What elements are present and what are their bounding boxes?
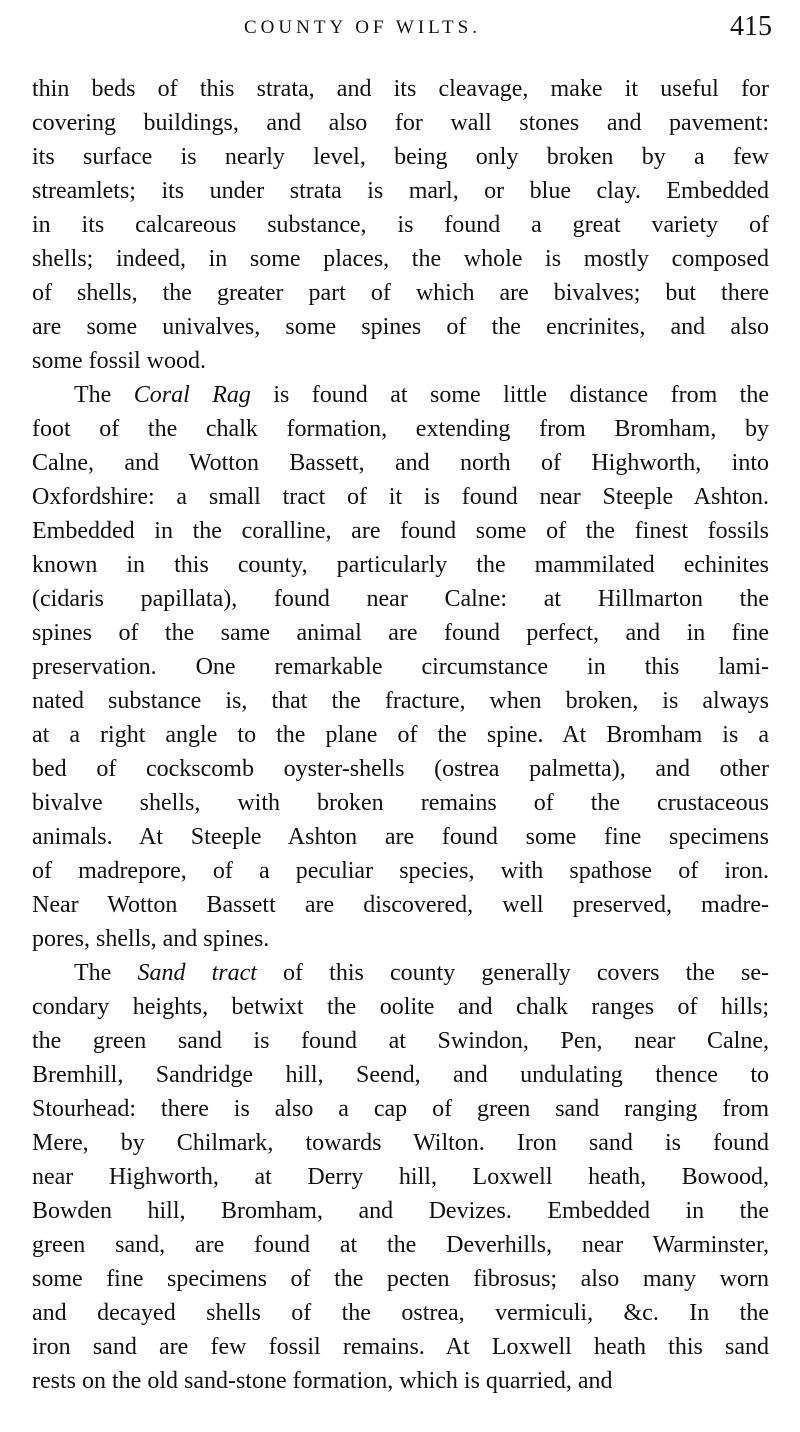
text-line — [32, 616, 769, 650]
line-text: spines of the same animal are found perfect, and in fine — [32, 620, 769, 646]
line-text: is found at some little distance from the — [250, 382, 769, 408]
line-text: pores, shells, and spines. — [32, 926, 270, 952]
line-text: iron sand are few fossil remains. At Loxwell heath this sand — [32, 1334, 769, 1360]
text-line — [32, 1024, 769, 1058]
line-text: in its calcareous substance, is found a great variety of — [32, 212, 769, 238]
line-text: and decayed shells of the ostrea, vermiculi, &c. In the — [32, 1300, 769, 1326]
paragraph — [32, 378, 769, 956]
text-line — [32, 242, 769, 276]
text-line — [32, 446, 769, 480]
line-text: its surface is nearly level, being only broken by a few — [32, 144, 769, 170]
text-line — [32, 1160, 769, 1194]
text-line — [32, 480, 769, 514]
line-text: covering buildings, and also for wall stones and pavement: — [32, 110, 769, 136]
text-line — [32, 1330, 769, 1364]
line-text: The — [74, 960, 138, 986]
line-text: Oxfordshire: a small tract of it is found near Steeple Ashton. — [32, 484, 769, 510]
line-text: Stourhead: there is also a cap of green sand ranging from — [32, 1096, 769, 1122]
line-text: foot of the chalk formation, extending from Bromham, by — [32, 416, 769, 442]
text-line — [32, 514, 769, 548]
text-line — [32, 106, 769, 140]
text-line — [32, 786, 769, 820]
line-text: of shells, the greater part of which are bivalves; but there — [32, 280, 769, 306]
text-line — [32, 276, 769, 310]
line-text: bivalve shells, with broken remains of the crustaceous — [32, 790, 769, 816]
text-line — [32, 140, 769, 174]
italic-term: Sand tract — [137, 960, 257, 986]
text-line — [32, 820, 769, 854]
text-line — [32, 378, 769, 412]
text-line — [32, 956, 769, 990]
text-line — [32, 1126, 769, 1160]
text-line — [32, 1364, 769, 1398]
text-line — [32, 1228, 769, 1262]
line-text: (cidaris papillata), found near Calne: at Hillmarton the — [32, 586, 769, 612]
line-text: Near Wotton Bassett are discovered, well preserved, madre- — [32, 892, 769, 918]
line-text: Mere, by Chilmark, towards Wilton. Iron sand is found — [32, 1130, 769, 1156]
line-text: Bremhill, Sandridge hill, Seend, and undulating thence to — [32, 1062, 769, 1088]
text-line — [32, 1058, 769, 1092]
text-line — [32, 1092, 769, 1126]
text-line — [32, 412, 769, 446]
line-text: The — [74, 382, 134, 408]
text-line — [32, 854, 769, 888]
text-line — [32, 344, 769, 378]
line-text: Calne, and Wotton Bassett, and north of Highworth, into — [32, 450, 769, 476]
line-text: known in this county, particularly the mammilated echinites — [32, 552, 769, 578]
line-text: thin beds of this strata, and its cleavage, make it useful for — [32, 76, 769, 102]
text-line — [32, 1262, 769, 1296]
text-line — [32, 718, 769, 752]
text-line — [32, 1194, 769, 1228]
line-text: some fossil wood. — [32, 348, 206, 374]
line-text: streamlets; its under strata is marl, or blue clay. Embedded — [32, 178, 769, 204]
line-text: some fine specimens of the pecten fibrosus; also many worn — [32, 1266, 769, 1292]
text-line — [32, 174, 769, 208]
line-text: Bowden hill, Bromham, and Devizes. Embedded in the — [32, 1198, 769, 1224]
line-text: animals. At Steeple Ashton are found some fine specimens — [32, 824, 769, 850]
line-text: preservation. One remarkable circumstance in this lami- — [32, 654, 769, 680]
text-line — [32, 1296, 769, 1330]
text-line — [32, 582, 769, 616]
line-text: rests on the old sand-stone formation, which is quarried, and — [32, 1368, 613, 1394]
page-number: 415 — [730, 11, 772, 42]
text-line — [32, 752, 769, 786]
paragraph — [32, 72, 769, 378]
text-line — [32, 888, 769, 922]
line-text: the green sand is found at Swindon, Pen, near Calne, — [32, 1028, 769, 1054]
text-line — [32, 208, 769, 242]
text-body — [32, 72, 769, 1398]
text-line — [32, 650, 769, 684]
line-text: condary heights, betwixt the oolite and chalk ranges of hills; — [32, 994, 769, 1020]
text-line — [32, 310, 769, 344]
line-text: are some univalves, some spines of the encrinites, and also — [32, 314, 769, 340]
line-text: nated substance is, that the fracture, when broken, is always — [32, 688, 769, 714]
line-text: of madrepore, of a peculiar species, with spathose of iron. — [32, 858, 769, 884]
line-text: green sand, are found at the Deverhills, near Warminster, — [32, 1232, 769, 1258]
running-head — [0, 10, 800, 46]
italic-term: Coral Rag — [133, 382, 251, 408]
text-line — [32, 72, 769, 106]
running-title: COUNTY OF WILTS. — [244, 17, 481, 38]
line-text: bed of cockscomb oyster-shells (ostrea palmetta), and other — [32, 756, 769, 782]
text-line — [32, 922, 769, 956]
line-text: at a right angle to the plane of the spine. At Bromham is a — [32, 722, 769, 748]
text-line — [32, 548, 769, 582]
line-text: shells; indeed, in some places, the whole is mostly composed — [32, 246, 769, 272]
line-text: of this county generally covers the se- — [256, 960, 769, 986]
line-text: Embedded in the coralline, are found some of the finest fossils — [32, 518, 769, 544]
paragraph — [32, 956, 769, 1398]
text-line — [32, 990, 769, 1024]
text-line — [32, 684, 769, 718]
line-text: near Highworth, at Derry hill, Loxwell heath, Bowood, — [32, 1164, 769, 1190]
